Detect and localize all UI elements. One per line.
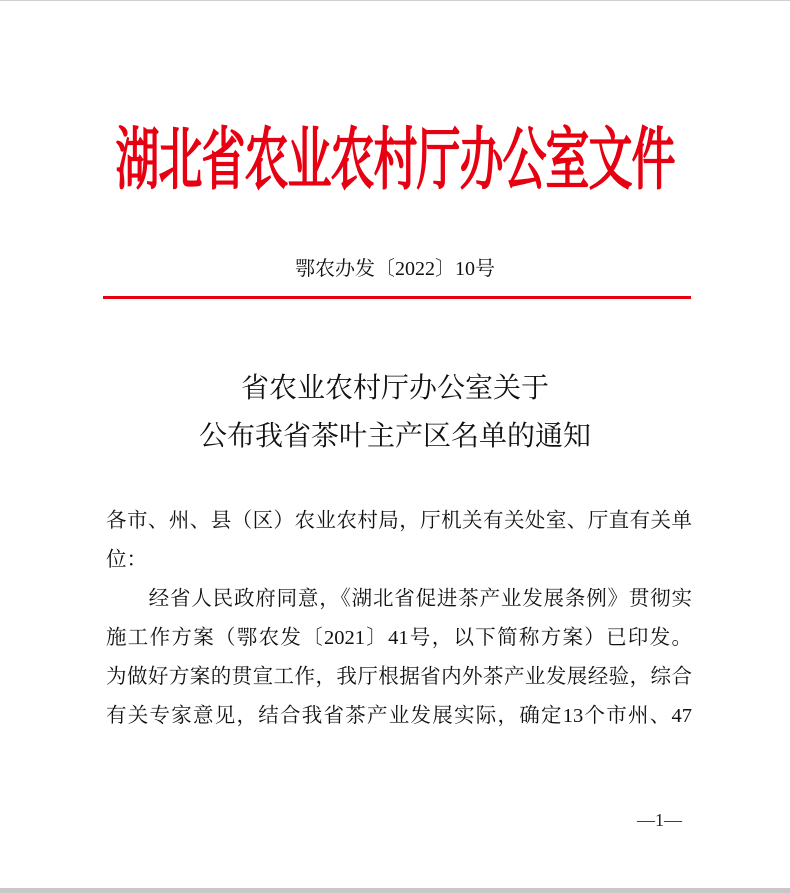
page-number: —1— [637, 810, 682, 830]
document-body [106, 507, 692, 741]
body-line: 有关专家意见，结合我省茶产业发展实际，确定13个市州、47 [106, 705, 692, 727]
notice-title-line-1: 省农业农村厅办公室关于 [240, 373, 549, 404]
document-number: 鄂农办发〔2022〕10号 [295, 258, 495, 280]
issuing-organization-title: 湖北省农业农村厅办公室文件 [115, 121, 675, 201]
red-divider [103, 296, 691, 299]
page-bottom-border [0, 888, 790, 893]
notice-title-line-2: 公布我省茶叶主产区名单的通知 [198, 421, 591, 452]
body-line: 各市、州、县（区）农业农村局，厅机关有关处室、厅直有关单 [106, 510, 692, 532]
body-line: 经省人民政府同意，《湖北省促进茶产业发展条例》贯彻实 [106, 588, 692, 610]
body-line: 位： [106, 549, 147, 571]
body-line: 为做好方案的贯宣工作，我厅根据省内外茶产业发展经验，综合 [106, 666, 692, 688]
body-line: 施工作方案（鄂农发〔2021〕41号，以下简称方案）已印发。 [106, 627, 692, 649]
page-top-border [0, 0, 790, 1]
